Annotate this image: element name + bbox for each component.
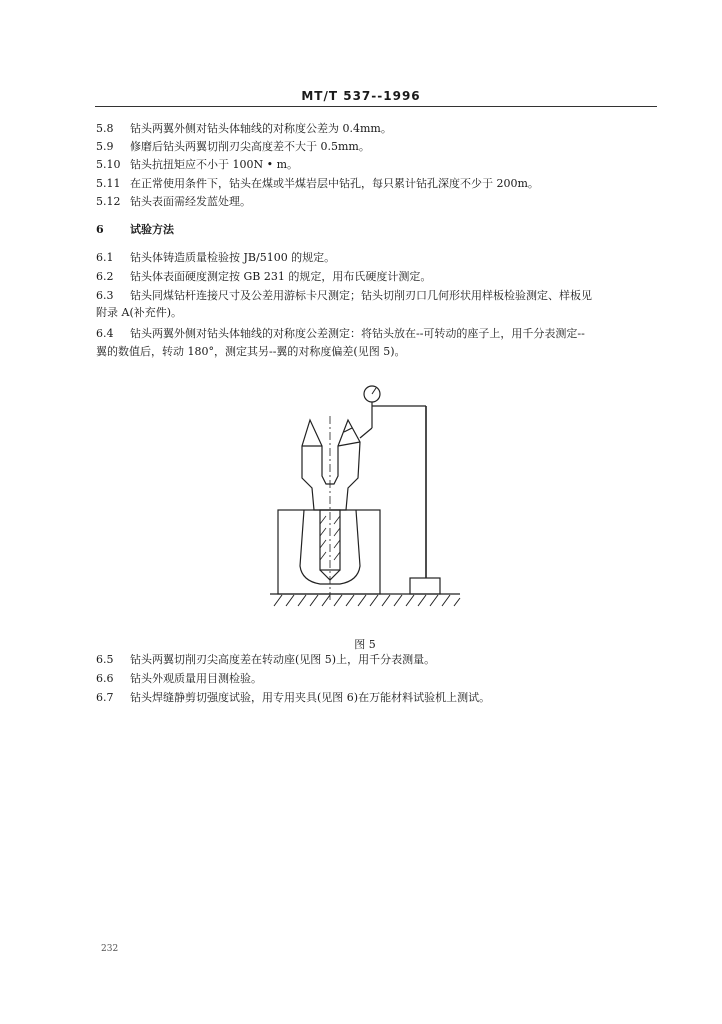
clause-text: 在正常使用条件下，钻头在煤或半煤岩层中钻孔，每只累计钻孔深度不少于 200m。 — [130, 177, 539, 190]
clause-6-5 — [96, 653, 435, 667]
clause-number: 5.9 — [96, 140, 114, 153]
clause-number: 5.8 — [96, 122, 114, 135]
clause-text: 钻头两翼外侧对钻头体轴线的对称度公差为 0.4mm。 — [130, 122, 392, 135]
clause-text: 修磨后钻头两翼切削刃尖高度差不大于 0.5mm。 — [130, 140, 370, 153]
clause-5-10 — [96, 158, 298, 172]
clause-5-8 — [96, 122, 392, 136]
ground-hatch — [274, 595, 460, 606]
section-number: 6 — [96, 223, 104, 236]
clause-6-7 — [96, 691, 490, 705]
clause-number: 5.12 — [96, 195, 121, 208]
section-heading — [96, 223, 174, 237]
clause-number: 5.10 — [96, 158, 121, 171]
clause-text: 钻头焊缝静剪切强度试验，用专用夹具(见图 6)在万能材料试验机上测试。 — [130, 691, 491, 704]
figure-caption: 图 5 — [354, 638, 376, 651]
clause-number: 6.7 — [96, 691, 114, 704]
drill-bit-body — [302, 420, 360, 510]
clause-5-9 — [96, 140, 370, 154]
clause-text: 钻头表面需经发蓝处理。 — [130, 195, 251, 208]
gauge-needle — [372, 388, 376, 394]
figure-5-drawing — [260, 376, 465, 616]
header-rule — [95, 106, 657, 107]
clause-text: 钻头两翼外侧对钻头体轴线的对称度公差测定：将钻头放在--可转动的座子上，用千分表测定-- — [130, 327, 585, 340]
clause-5-11 — [96, 177, 539, 191]
gauge-stand-base — [410, 578, 440, 594]
clause-text: 钻头同煤钻杆连接尺寸及公差用游标卡尺测定；钻头切削刃口几何形状用样板检验测定、样板见 — [130, 289, 592, 302]
clause-number: 5.11 — [96, 177, 121, 190]
clause-text: 钻头外观质量用目测检验。 — [130, 672, 262, 685]
clause-number: 6.6 — [96, 672, 114, 685]
clause-6-6 — [96, 672, 262, 686]
clause-text: 钻头抗扭矩应不小于 100N • m。 — [130, 158, 299, 171]
clause-text: 钻头体铸造质量检验按 JB/5100 的规定。 — [130, 251, 336, 264]
page-header: MT/T 537--1996 — [301, 89, 421, 103]
section-title: 试验方法 — [130, 223, 174, 236]
page-number: 232 — [101, 944, 119, 954]
wing-edges — [302, 442, 360, 446]
clause-number: 6.1 — [96, 251, 114, 264]
clause-5-12 — [96, 195, 251, 209]
clause-text: 钻头两翼切削刃尖高度差在转动座(见图 5)上，用千分表测量。 — [130, 653, 436, 666]
gauge-probe — [360, 428, 372, 438]
clause-6-4 — [96, 327, 585, 341]
clause-6-3 — [96, 289, 592, 303]
clause-6-2 — [96, 270, 431, 284]
clause-number: 6.3 — [96, 289, 114, 302]
clause-6-3-continuation: 附录 A(补充件)。 — [96, 306, 183, 319]
clause-number: 6.2 — [96, 270, 114, 283]
clause-number: 6.5 — [96, 653, 114, 666]
clause-6-1 — [96, 251, 335, 265]
clause-text: 钻头体表面硬度测定按 GB 231 的规定，用布氏硬度计测定。 — [130, 270, 432, 283]
rotating-seat — [278, 510, 380, 594]
shank-hatch — [320, 516, 340, 560]
clause-number: 6.4 — [96, 327, 114, 340]
clause-6-4-continuation: 翼的数值后，转动 180°，测定其另--翼的对称度偏差(见图 5)。 — [96, 345, 406, 358]
